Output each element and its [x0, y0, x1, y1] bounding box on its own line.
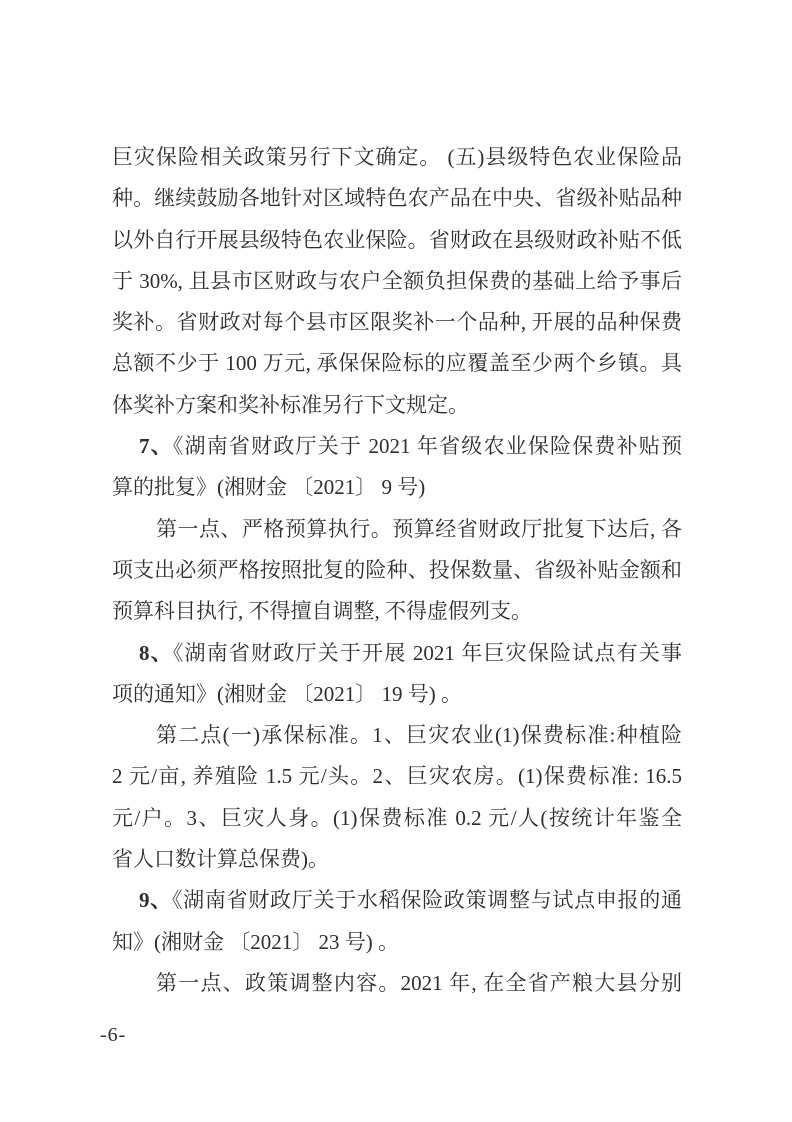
text-line: 奖补。省财政对每个县市区限奖补一个品种, 开展的品种保费	[112, 310, 682, 335]
text-line: 2 元/亩, 养殖险 1.5 元/头。2、巨灾农房。(1)保费标准: 16.5	[112, 764, 682, 789]
text-segment: 《湖南省财政厅关于开展 2021 年巨灾保险试点有关事	[172, 640, 682, 665]
item-number: 8、	[139, 640, 173, 665]
paragraph	[112, 715, 682, 880]
text-line: 第一点、严格预算执行。预算经省财政厅批复下达后, 各	[156, 516, 682, 541]
text-line: 算的批复》(湘财金 〔2021〕 9 号)	[112, 475, 426, 500]
paragraph	[112, 880, 682, 963]
text-line: 第一点、政策调整内容。2021 年, 在全省产粮大县分别	[156, 970, 682, 995]
text-line: 于 30%, 且县市区财政与农户全额负担保费的基础上给予事后	[112, 268, 682, 293]
text-line	[112, 880, 682, 921]
page-number: -6-	[100, 1024, 127, 1046]
text-line: 元/户。3、巨灾人身。(1)保费标准 0.2 元/人(按统计年鉴全	[112, 805, 682, 830]
text-line: 巨灾保险相关政策另行下文确定。 (五)县级特色农业保险品	[112, 145, 682, 169]
text-segment: 《湖南省财政厅关于 2021 年省级农业保险保费补贴预	[172, 434, 682, 459]
paragraph	[112, 633, 682, 716]
paragraph	[112, 137, 682, 426]
item-number: 9、	[139, 888, 172, 913]
item-number: 7、	[139, 434, 173, 459]
text-line: 省人口数计算总保费)。	[112, 847, 329, 872]
paragraph	[112, 426, 682, 509]
text-segment: 《湖南省财政厅关于水稻保险政策调整与试点申报的通	[171, 888, 682, 913]
text-line: 以外自行开展县级特色农业保险。省财政在县级财政补贴不低	[112, 227, 682, 252]
text-line: 体奖补方案和奖补标准另行下文规定。	[112, 392, 469, 417]
text-line: 第二点(一)承保标准。1、巨灾农业(1)保费标准:种植险	[156, 723, 682, 748]
text-line: 预算科目执行, 不得擅自调整, 不得虚假列支。	[112, 599, 532, 624]
text-line	[112, 426, 682, 467]
text-line	[112, 633, 682, 674]
text-line: 知》(湘财金 〔2021〕 23 号) 。	[112, 929, 399, 954]
text-line: 项支出必须严格按照批复的险种、投保数量、省级补贴金额和	[112, 557, 682, 582]
paragraph	[112, 963, 682, 1004]
document-body	[112, 137, 682, 1004]
text-line: 项的通知》(湘财金 〔2021〕 19 号) 。	[112, 681, 462, 706]
paragraph	[112, 509, 682, 633]
text-line: 种。继续鼓励各地针对区域特色农产品在中央、省级补贴品种	[112, 186, 682, 211]
text-line: 总额不少于 100 万元, 承保保险标的应覆盖至少两个乡镇。具	[112, 351, 682, 376]
